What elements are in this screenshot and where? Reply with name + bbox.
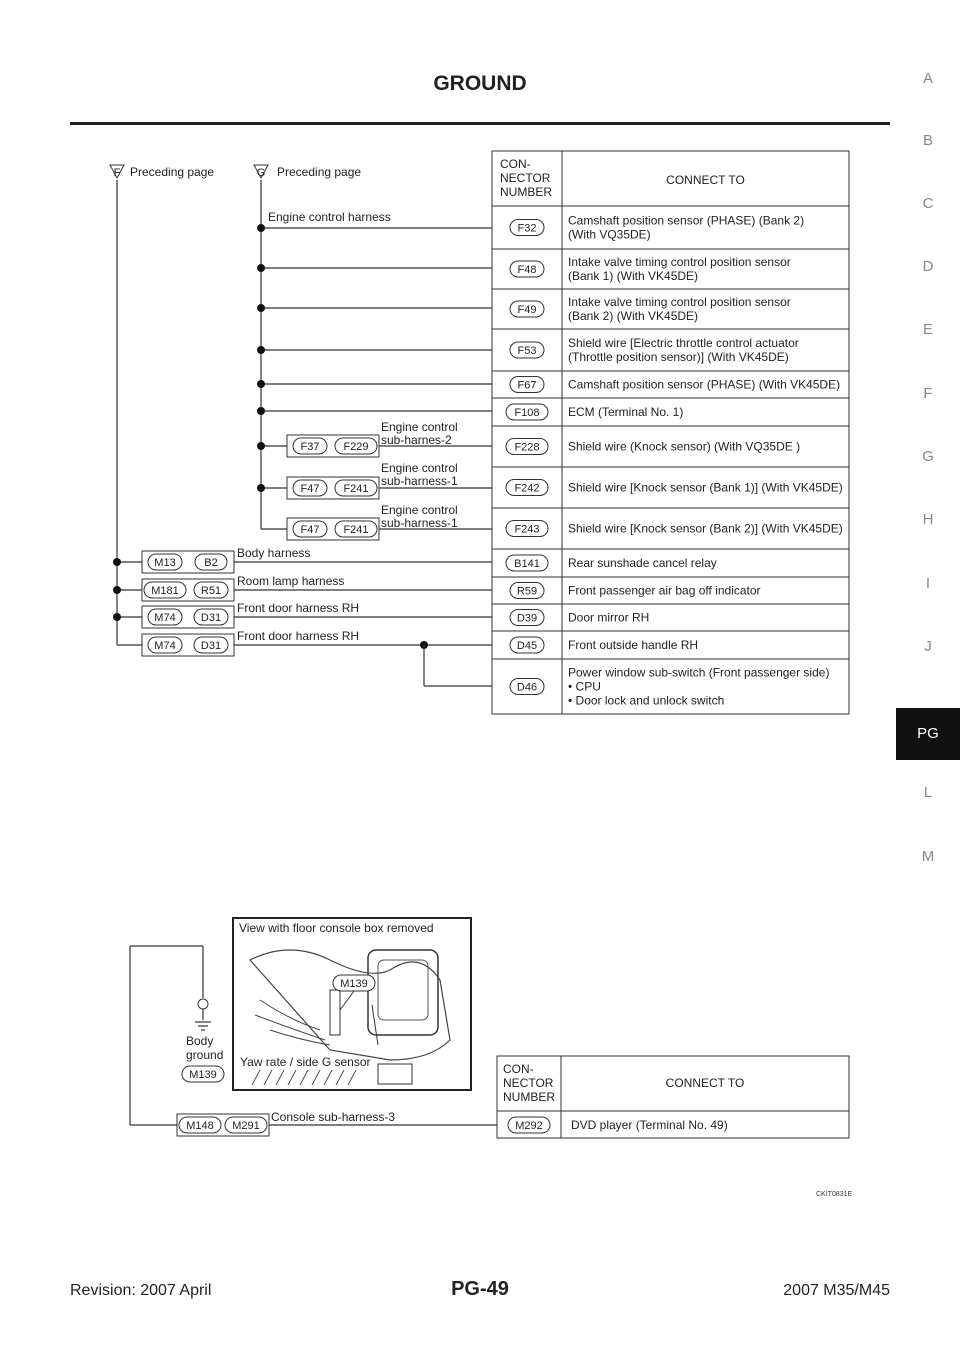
section-tab-f[interactable]: F: [923, 385, 933, 402]
joint-f47-f241-b-a-text: F47: [300, 524, 320, 536]
section-tab-pg[interactable]: PG: [896, 708, 960, 760]
page-number: PG-49: [451, 1278, 509, 1300]
table1-header-connector: CON-NECTOR NUMBER: [500, 157, 553, 199]
harness-label-sub-harness-1a: Engine control sub-harness-1: [381, 461, 458, 488]
harness-label-engine-control: Engine control harness: [268, 210, 391, 224]
splice-dot-r59: [113, 586, 121, 594]
joint-m13-b2-b-text: B2: [204, 557, 218, 569]
photo-sensor-label: Yaw rate / side G sensor: [240, 1055, 371, 1069]
table1-connect-to: Camshaft position sensor (PHASE) (Bank 2) (With VQ35DE): [568, 213, 805, 242]
joint-m74-d31-b-text: D31: [200, 612, 222, 624]
table1-connect-to: Shield wire [Knock sensor (Bank 1)] (With VK45DE): [568, 480, 843, 495]
page-ref-g-text: Preceding page: [277, 165, 362, 179]
splice-dot-f48: [257, 264, 265, 272]
table1-connect-to: Shield wire [Electric throttle control actuator (Throttle position sensor)] (With VK45DE): [568, 336, 799, 364]
section-tab-l[interactable]: L: [923, 784, 933, 801]
table1-connector-b141-text: B141: [514, 558, 540, 570]
section-tab-g[interactable]: G: [922, 448, 934, 465]
splice-dot-f67: [257, 380, 265, 388]
table2-connector-m292-text: M292: [515, 1120, 543, 1132]
page-ref-f-text: Preceding page: [130, 165, 215, 179]
splice-dot-d39: [113, 613, 121, 621]
table1-connector-f48-text: F48: [517, 264, 537, 276]
section-tab-b[interactable]: B: [922, 132, 933, 149]
table1-connector-f32-text: F32: [517, 222, 537, 235]
ground-terminal: [198, 999, 208, 1009]
table2-header-connect-to: CONNECT TO: [665, 1076, 745, 1090]
table1-connector-f243-text: F243: [514, 523, 540, 536]
joint-m181-r51-b-text: R51: [200, 585, 222, 597]
section-tab-j[interactable]: J: [924, 638, 932, 655]
section-tab-e[interactable]: E: [922, 321, 933, 338]
table1-connector-d45-text: D45: [516, 640, 538, 652]
joint-m74-d31-a-text: M74: [154, 640, 176, 652]
splice-dot-f228: [257, 442, 265, 450]
splice-dot-f108: [257, 407, 265, 415]
photo-caption: View with floor console box removed: [239, 921, 434, 935]
table1-connector-f228-text: F228: [514, 441, 540, 454]
table1-connect-to: ECM (Terminal No. 1): [568, 405, 684, 419]
table1-connect-to: Intake valve timing control position sensor (Bank 1) (With VK45DE): [568, 255, 791, 283]
table1-connect-to: Intake valve timing control position sensor (Bank 2) (With VK45DE): [568, 295, 791, 323]
harness-label-sub-harnes-2: Engine control sub-harnes-2: [381, 420, 458, 447]
page-title: GROUND: [433, 72, 527, 95]
table1-connect-to: Door mirror RH: [568, 610, 650, 625]
joint-m74-d31-b-text: D31: [200, 640, 222, 652]
joint-f47-f241-b-b-text: F241: [343, 524, 369, 536]
table2-connect-to: DVD player (Terminal No. 49): [571, 1118, 728, 1132]
table1-connector-f67-text: F67: [517, 379, 537, 392]
table1-connect-to: Camshaft position sensor (PHASE) (With VK45DE): [568, 377, 841, 392]
harness-label-room-lamp-harness: Room lamp harness: [237, 574, 345, 588]
section-tab-h[interactable]: H: [922, 511, 934, 528]
joint-f37-f229-a-text: F37: [300, 441, 320, 453]
splice-dot-b141: [113, 558, 121, 566]
body-ground-connector-m139-text: M139: [189, 1069, 217, 1081]
joint-f37-f229-b-text: F229: [343, 441, 369, 453]
page-ref-g-letter: G: [256, 167, 266, 179]
table1-connector-r59-text: R59: [516, 585, 538, 598]
table2-header-connector: CON-NECTOR NUMBER: [503, 1062, 556, 1104]
section-tab-m[interactable]: M: [921, 848, 935, 865]
table1-connect-to: Front outside handle RH: [568, 638, 699, 652]
photo-connector-m139-text: M139: [340, 978, 368, 990]
harness-label-body-harness: Body harness: [237, 546, 311, 560]
table1-header-connect-to: CONNECT TO: [666, 173, 745, 187]
splice-dot-f242: [257, 484, 265, 492]
revision-text: Revision: 2007 April: [70, 1282, 212, 1299]
table1-row: [492, 206, 849, 249]
harness-label-console-sub-harness-3: Console sub-harness-3: [271, 1110, 396, 1124]
table1-connector-f49-text: F49: [517, 304, 537, 316]
splice-dot-f49: [257, 304, 265, 312]
table1-connector-f242-text: F242: [514, 482, 540, 495]
table1-connect-to: Shield wire [Knock sensor (Bank 2)] (With VK45DE): [568, 521, 843, 536]
table1-connector-d46-text: D46: [516, 681, 538, 694]
joint-m13-b2-a-text: M13: [154, 557, 176, 569]
section-tab-c[interactable]: C: [922, 195, 934, 212]
figure-code: CKIT0831E: [816, 1191, 853, 1198]
harness-label-front-door-harness-2: Front door harness RH: [237, 629, 360, 643]
body-ground-label: Body ground: [186, 1034, 224, 1062]
joint-m148-text: M148: [186, 1120, 214, 1132]
table1-connect-to: Rear sunshade cancel relay: [568, 556, 717, 570]
harness-label-front-door-harness-1: Front door harness RH: [237, 601, 360, 615]
splice-dot-f53: [257, 346, 265, 354]
section-tab-i[interactable]: I: [925, 575, 931, 592]
splice-dot-f32: [257, 224, 265, 232]
table1-connector-f108-text: F108: [514, 407, 540, 419]
joint-f47-f241-a-b-text: F241: [343, 483, 369, 495]
table1-connector-d39-text: D39: [516, 612, 538, 625]
joint-f47-f241-a-a-text: F47: [300, 483, 320, 495]
table1-connect-to: Shield wire (Knock sensor) (With VQ35DE ): [568, 439, 801, 454]
page-ref-f-letter: F: [113, 167, 121, 179]
harness-label-sub-harness-1b: Engine control sub-harness-1: [381, 503, 458, 530]
joint-m181-r51-a-text: M181: [151, 585, 179, 597]
section-tab-d[interactable]: D: [922, 258, 934, 275]
table1-connector-f53-text: F53: [517, 345, 537, 357]
model-text: 2007 M35/M45: [783, 1282, 890, 1299]
table1-connect-to: Front passenger air bag off indicator: [568, 583, 761, 598]
section-tab-a[interactable]: A: [922, 70, 933, 87]
table1-row: [492, 604, 849, 631]
joint-m74-d31-a-text: M74: [154, 612, 176, 624]
joint-m291-text: M291: [232, 1120, 260, 1132]
table1-connect-to: Power window sub-switch (Front passenger side) • CPU • Door lock and unlock switch: [568, 665, 830, 708]
